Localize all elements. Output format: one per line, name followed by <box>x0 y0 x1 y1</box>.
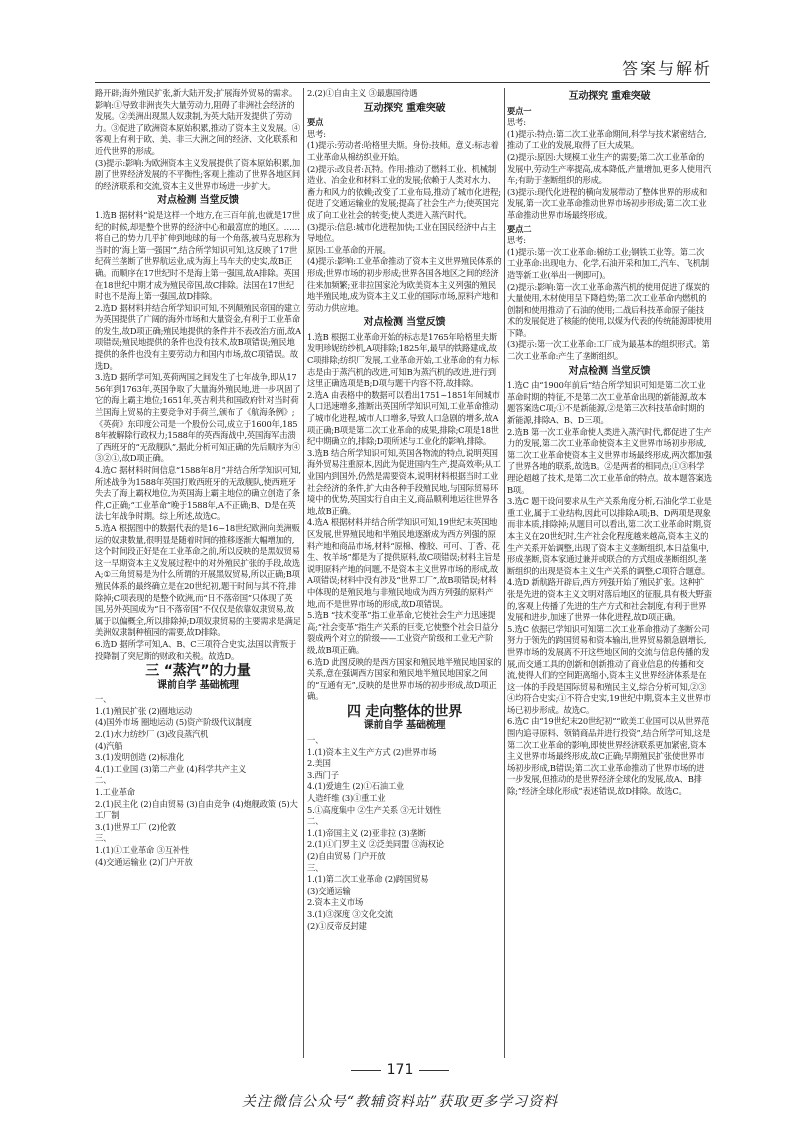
answer-item: 6.选C 由“19世纪末20世纪初”“欧美工业国可以从世界范围内追寻原料、领销商品并进行投资”,结合所学可知,这是第二次工业革命的影响,即使世界经济联系更加紧密,资本主义世界市场最终形成,故C正确;早期殖民扩张使世界市场初步形成,B错误;第二次工业革命推动了世界市场的进一步发展,但推动的是世界经济全球化的发展,故A、B排除;“经济全球化形成”表述错误,故D排除。故选C。 <box>507 716 711 797</box>
list-item: 2.(1)民主化 (2)自由贸易 (3)自由竞争 (4)炮舰政策 (5)大工厂制 <box>95 798 298 821</box>
list-item: 1.(1)第二次工业革命 (2)跨国贸易 <box>307 874 429 885</box>
answer-item: 6.选D 此图反映的是西方国家和殖民地半殖民地国家的关系,意在强调西方国家和殖民地半殖民地国家之间的“互通有无”,反映的是世界市场的初步形成,故D项正确。 <box>307 656 502 702</box>
text-line: (2)提示:原因:大规模工业生产的需要;第二次工业革命的发展中,劳动生产率提高,成本降低,产量增加,更多人使用汽车;有助于垄断组织的形成。 <box>507 151 712 186</box>
list-item: (4)国外市场 圈地运动 (5)资产阶级代议制度 <box>95 717 252 728</box>
answer-item: 2.选D 据材料并结合所学知识可知,不列颠殖民帝国的建立为英国提供了广阔的海外市场和大量资金,有利于工业革命的发生,故D项正确;殖民地提供的条件并不表改治方面,故A项错误;殖民地提供的条件也没有技术,故B项错误;殖民地提供的条件也没有主要劳动力和国内市场,故C项错误。故选D。 <box>95 302 301 371</box>
list-item: 2.资本主义市场 <box>307 897 364 908</box>
section-heading: 对点检测 当堂反馈 <box>568 365 651 377</box>
section-heading: 对点检测 当堂反馈 <box>363 317 446 329</box>
subsection-heading: 课前自学 基础梳理 <box>157 679 239 691</box>
key-point-title: 要点 <box>307 117 324 128</box>
answer-item: 5.选A 根据图中的数据代表的是16~18世纪欧洲向美洲贩运的奴隶数量,很明显是随着时间的推移逐渐大幅增加的,这个时间段正好是在工业革命之前,所以反映的是黑奴贸易这一早期资本主义发展过程中的对外殖民扩张的手段,故选A;①三角贸易是为什么所谓的开展黑奴贸易,所以正确;B项殖民体系的最终确立是在20世纪初,题干时间与其不符,排除掉;C项表现的是整个欧洲,而“日不落帝国”只体现了英国,另外英国成为“日不落帝国”不仅仅是依靠奴隶贸易,故属于以偏概全,所以排除掉;D项奴隶贸易的主要需求是满足美洲奴隶制种植园的需要,故D排除。 <box>95 522 301 638</box>
column-right <box>507 88 712 1053</box>
text-line: 2.(2)①自由主义 ③最惠国待遇 <box>307 88 418 98</box>
answer-item: 1.选C 由“1900年前后”结合所学知识可知是第二次工业革命时期的特征,不是第二次工业革命出现的新能源,故本题答案选C项;①不是新能源,②是第三次科技革命时期的新能源,排除A、B、D三项。 <box>507 380 707 426</box>
answer-item: 3.选C 题干设问要求从生产关系角度分析,石油化学工业是重工业,属于工业结构,因此可以排除A项;B、D两项是现象而非本质,排除掉;从题目可以看出,第二次工业革命时期,资本主义在20世纪时,生产社会化程度越来越高,资本主义的生产关系开始调整,出现了资本主义垄断组织,本日益集中,形成垄断,资本家通过兼并或联合的方式组成垄断组织,垄断组织的出现是资本主义生产关系的调整,C项符合题意。 <box>507 496 712 576</box>
text-line: (3)提示:第一次工业革命:工厂成为最基本的组织形式。第二次工业革命:产生了垄断组织。 <box>507 339 710 362</box>
text-line: 原因:工业革命的开展。 <box>307 244 391 255</box>
list-item: 5.①高度集中 ②生产关系 ③无计划性 <box>307 804 441 815</box>
column-left <box>95 88 301 1053</box>
page-number-text: 171 <box>386 1062 414 1078</box>
text-line: 思考: <box>307 128 326 139</box>
list-item: (2)①反帝反封建 <box>307 920 367 931</box>
answer-item: 3.选B 结合所学知识可知,英国各物流的特点,说明英国海外贸易注重原本,因此为促进国内生产,提高效率;从工业国内到国外,仍然是需要资本,说明材料根据当时工业社会经济的条件,扩大由各种手段殖民地,与国际贸易环境中的优势,英国实行自由主义,商品顺利地运往世界各地,故B正确。 <box>307 447 501 516</box>
list-item: 3.(1)发明创造 (2)标准化 <box>95 752 184 763</box>
list-item: 3.西门子 <box>307 769 339 780</box>
list-item: 二、 <box>95 775 112 786</box>
list-item: 人造纤维 (3)①重工业 <box>307 793 386 804</box>
text-line: (4)提示:影响:工业革命推动了资本主义世界殖民体系的形成;世界市场的初步形成;世界各国各地区之间的经济往来加频繁;亚非拉国家沦为欧美资本主义列强的殖民地半殖民地,成为资本主义工业的国际市场,原料产地和劳动力供应地。 <box>307 256 502 313</box>
page-header-title: 答案与解析 <box>621 59 712 78</box>
text-line: (3)提示:影响:为欧洲资本主义发展提供了资本原始积累,加剧了世界经济发展的不平衡性;客观上推动了世界各地区间的经济联系和交流,资本主义世界市场进一步扩大。 <box>95 157 301 191</box>
text-line: 思考: <box>507 117 526 128</box>
text-line: (3)提示:信息:城市化进程加快;工业在国民经济中占主导地位。 <box>307 221 496 244</box>
list-item: 2.(1)水力纺纱厂 (3)改良蒸汽机 <box>95 729 209 740</box>
list-item: (2)自由贸易 门户开放 <box>307 851 386 861</box>
list-item: 1.(1)殖民扩张 (2)圈地运动 <box>95 705 193 716</box>
answer-item: 5.选B “技术变革”指工业革命,它使社会生产力迅速提高;“社会变革”指生产关系的巨变,它使整个社会日益分裂成两个对立的阶级——工业资产阶级和工业无产阶级,故B项正确。 <box>307 610 499 655</box>
list-item: 2.(1)①门罗主义 ②泛美同盟 ③海权论 <box>307 839 444 850</box>
column-divider-right <box>504 88 505 1058</box>
list-item: 3.(1)世界工厂 (2)伦敦 <box>95 821 176 832</box>
subsection-heading: 课前自学 基础梳理 <box>363 720 446 732</box>
list-item: 三、 <box>95 833 112 844</box>
key-point-title: 要点二 <box>507 223 532 234</box>
list-item: 3.(1)③深度 ③文化交流 <box>307 908 393 919</box>
list-item: (4)交通运输业 (2)门户开放 <box>95 856 193 867</box>
list-item: (4)汽船 <box>95 740 123 751</box>
list-item: 1.(1)帝国主义 (2)亚非拉 (3)垄断 <box>307 827 426 838</box>
answer-item: 4.选D 新航路开辟后,西方列强开始了殖民扩张。这种扩张是先进的资本主义文明对落后地区的征服,具有极大野蛮的,客观上传播了先进的生产方式和社会制度,有利于世界发展和进步,加速了世界一体化进程,故D项正确。 <box>507 577 712 623</box>
list-item: 4.(1)工业国 (3)第二产业 (4)科学共产主义 <box>95 763 247 774</box>
chapter-title: 四 走向整体的世界 <box>346 703 463 720</box>
list-item: 二、 <box>307 816 324 827</box>
text-line: (1)提示:劳动者:哈格里夫斯。身份:技师。意义:标志着工业革命从棉纺织业开始。 <box>307 140 499 162</box>
text-line: (2)提示:改良者:瓦特。作用:推动了燃料工业、机械制造业、冶金业和材料工业的发展;依赖于人类对水力、畜力和风力的依赖;改变了工业布局,推动了城市化进程;促进了交通运输业的发展;提高了社会生产力;使英国完成了向工业社会的转变;使人类进入蒸汽时代。 <box>307 163 501 220</box>
chapter-title: 三 “蒸汽”的力量 <box>145 663 251 680</box>
footer-note: 关注微信公众号“教辅资料站”获取更多学习资料 <box>241 1094 559 1110</box>
text-line: 思考: <box>507 235 526 246</box>
list-item: 1.工业革命 <box>95 787 135 798</box>
list-item: 2.美国 <box>307 758 331 769</box>
answer-item: 4.选A 根据材料并结合所学知识可知,19世纪末英国地区发展,世界殖民地和半殖民地逐渐成为西方列强的原料产地和商品市场,材料“原棉、橡胶、可可、丁香、花生、牧羊场”都是为了提供原料,故C项错误;材料主旨是说明原料产地的问题,不是资本主义世界市场的形成,故A项错误;材料中没有涉及“世界工厂”,故B项错误;材料中体现的是殖民地与非殖民地成为西方列强的原料产地,而不是世界市场的形成,故D项错误。 <box>307 517 501 609</box>
text-line: (2)提示:影响:第一次工业革命蒸汽机的使用促进了煤炭的大量使用,木材使用呈下降趋势;第二次工业革命内燃机的创制和使用推动了石油的使用;二战后科技革命原子能技术的发展促进了核能的使用,以煤为代表的传统能源即使用下降。 <box>507 281 712 338</box>
list-item: 一、 <box>307 735 324 746</box>
answer-item: 4.选C 据材料时间信息“1588年8月”并结合所学知识可知,所述战争为1588年英国打败西班牙的无敌舰队,使西班牙失去了海上霸权地位,为英国海上霸主地位的确立创造了条件,C正确;“工业革命”晚于1588年,A不正确;B、D是在英法七年战争时期。综上所述,故选C。 <box>95 465 301 522</box>
header-rule <box>95 82 710 83</box>
text-line: (1)提示:第一次工业革命:棉纺工业;钢铁工业等。第二次工业革命:出现电力、化学,石油开采和加工,汽车、飞机制造等新工业(举出一例即可)。 <box>507 246 709 280</box>
section-heading: 互动探究 重难突破 <box>363 102 446 114</box>
section-heading: 互动探究 重难突破 <box>568 91 651 102</box>
key-point-title: 要点一 <box>507 105 532 116</box>
list-item: 三、 <box>307 862 324 873</box>
page-number <box>0 1062 800 1078</box>
answer-item: 1.选B 据材料“说是这样一个地方,在三百年前,也就是17世纪的时候,却是整个世界的经济中心和最富庶的地区。……将自己的势力几乎扩伸到地球的每一个角落,被马克思称为当时的‘海上第一强国’”,结合所学知识可知,这反映了17世纪荷兰垄断了世界航运业,成为海上马车夫的史实,故B正确。而顺序在17世纪时不是海上第一强国,故A排除。英国在18世纪中期才成为殖民帝国,故C排除。法国在17世纪时也不是海上第一强国,故D排除。 <box>95 209 300 302</box>
text-line: (1)提示:特点:第二次工业革命期间,科学与技术紧密结合,推动了工业的发展,取得了巨大成果。 <box>507 128 707 151</box>
column-divider-left <box>303 88 304 1058</box>
text-line: (3)提示:现代化进程的横向发展带动了整体世界的形成和发展,第一次工业革命推动世界市场初步形成;第二次工业革命推动世界市场最终形成。 <box>507 186 707 220</box>
section-heading: 对点检测 当堂反馈 <box>157 195 239 207</box>
list-item: (3)交通运输 <box>307 885 351 896</box>
answer-item: 1.选B 根据工业革命开始的标志是1765年哈格里夫斯发明珍妮纺纱机,A项排除;1825年,最早的铁路建成,故C项排除;纺织厂发展,工业革命开始,工业革命的有力标志是由于蒸汽机的改进,可知B为蒸汽机的改进,进行到这里正确选项是B;D项与题干内容不符,故排除。 <box>307 331 499 389</box>
text-line: 路开辟;海外殖民扩张,新大陆开发;扩展海外贸易的需求。 <box>95 88 297 98</box>
list-item: 4.(1)爱迪生 (2)①石油工业 <box>307 781 405 792</box>
column-middle <box>307 88 502 1053</box>
list-item: 1.(1)①工业革命 ③互补性 <box>95 845 189 855</box>
answer-item: 2.选A 由表格中的数据可以看出1751~1851年间城市人口迅速增多,推断出英国所学知识可知,工业革命推动了城市化进程,城市人口增多,导致人口急剧的增多,故A项正确;B项是第二次工业革命的成果,排除;C项是18世纪中期确立的,排除;D项所述与工业化的影响,排除。 <box>307 389 500 447</box>
answer-item: 3.选D 据所学可知,英荷两国之间发生了七年战争,即从1756年到1763年,英国争取了大量海外殖民地,进一步巩固了它的海上霸主地位;1651年,英吉利共和国政府针对当时荷兰国海上贸易的主要竞争对手荷兰,颁布了《航海条例》;《英荷》东印度公司是一个股份公司,成立于1600年,1858年被解除行政权力;1588年的英西海战中,英国海军击溃了西班牙的“无敌舰队”,据此分析可知正确的先后顺序为④③②①,故D项正确。 <box>95 372 301 464</box>
list-item: 一、 <box>95 694 112 705</box>
list-item: 1.(1)资本主义生产方式 (2)世界市场 <box>307 746 437 757</box>
answer-item: 6.选D 据所学可知,A、B、C三项符合史实,法国以背叛于投降制了突尼斯的财政和关税。故选D。 <box>95 638 297 661</box>
text-line: 影响:①导致非洲丧失大量劳动力,阻碍了非洲社会经济的发展。②美洲出现黑人奴隶制,为英大陆开发提供了劳动力。③促进了欧洲资本原始积累,推动了资本主义发展。④客观上有利于欧、美、非三大洲之间的经济、文化联系和近代世界的形成。 <box>95 99 300 156</box>
answer-item: 5.选C 依据已学知识可知第二次工业革命推动了垄断公司努力于领先的跨国贸易和资本输出,世界贸易额急剧增长,世界市场的发展离不开这些地区间的交流与信息传播的发展,而交通工具的创新和创新推动了商业信息的传播和交流,使得人们的空间距离缩小,资本主义世界经济体系是在这一体的手段是国际贸易和殖民主义,综合分析可知,②③④均符合史实;①不符合史实,19世纪中期,资本主义世界市场已初步形成。故选C。 <box>507 623 711 715</box>
answer-item: 2.选B 第一次工业革命使人类进入蒸汽时代,都促进了生产力的发展,第二次工业革命使资本主义世界市场初步形成,第二次工业革命使资本主义世界市场最终形成,两次都加强了世界各地的联系,故选B。②是两者的相同点;①③科学理论超越了技术,是第二次工业革命的特点。故本题答案选B项。 <box>507 426 712 495</box>
page-number-dash-right <box>419 1070 449 1071</box>
page-number-dash-left <box>351 1070 381 1071</box>
